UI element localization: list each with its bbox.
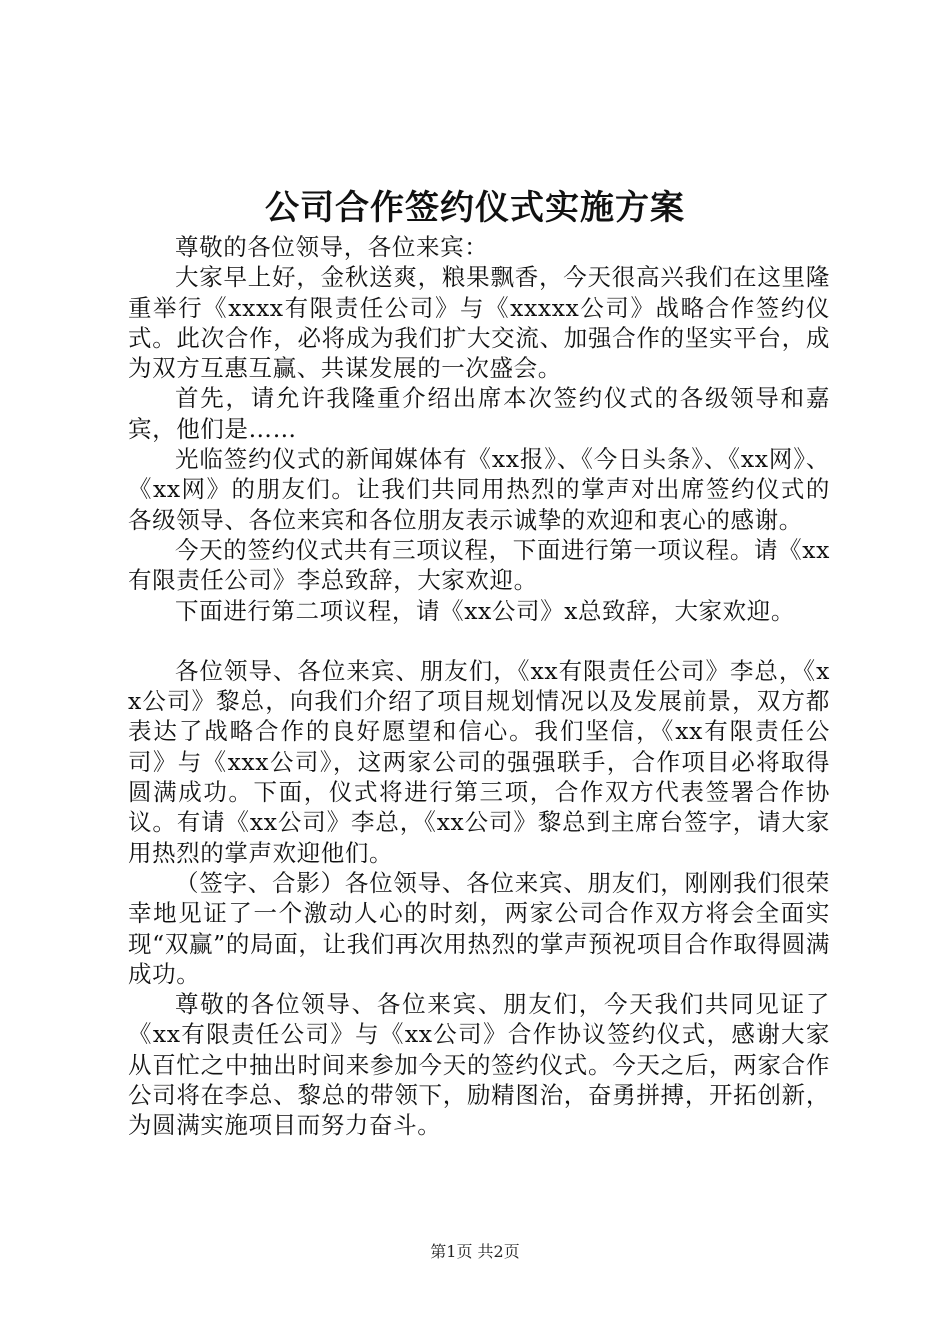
signing-paragraph: （签字、合影）各位领导、各位来宾、朋友们，刚刚我们很荣幸地见证了一个激动人心的时刻，两家公司合作双方将会全面实现“双赢”的局面，让我们再次用热烈的掌声预祝项目合作取得圆满成功。 — [128, 868, 830, 988]
greeting-paragraph: 尊敬的各位领导，各位来宾： — [175, 233, 489, 261]
opening-paragraph: 大家早上好，金秋送爽，粮果飘香，今天很高兴我们在这里隆重举行《xxxx有限责任公司》与《xxxxx公司》战略合作签约仪式。此次合作，必将成为我们扩大交流、加强合作的坚实平台，成为双方互惠互赢、共谋发展的一次盛会。 — [128, 263, 830, 383]
document-title: 公司合作签约仪式实施方案 — [265, 188, 685, 228]
guest-introduction-paragraph: 首先，请允许我隆重介绍出席本次签约仪式的各级领导和嘉宾，他们是…… — [128, 384, 830, 443]
paragraph-spacer — [128, 626, 830, 656]
document-body — [128, 232, 830, 1141]
agenda-item-three-paragraph: 各位领导、各位来宾、朋友们，《xx有限责任公司》李总，《xx公司》黎总，向我们介绍了项目规划情况以及发展前景，双方都表达了战略合作的良好愿望和信心。我们坚信，《xx有限责任公司》与《xxx公司》，这两家公司的强强联手，合作项目必将取得圆满成功。下面，仪式将进行第三项，合作双方代表签署合作协议。有请《xx公司》李总，《xx公司》黎总到主席台签字，请大家用热烈的掌声欢迎他们。 — [128, 656, 830, 867]
agenda-item-one-paragraph: 今天的签约仪式共有三项议程，下面进行第一项议程。请《xx有限责任公司》李总致辞，大家欢迎。 — [128, 535, 830, 595]
page-number-footer: 第1页 共2页 — [430, 1242, 520, 1261]
agenda-item-two-paragraph: 下面进行第二项议程，请《xx公司》x总致辞，大家欢迎。 — [175, 596, 795, 625]
closing-paragraph: 尊敬的各位领导、各位来宾、朋友们，今天我们共同见证了《xx有限责任公司》与《xx公司》合作协议签约仪式，感谢大家从百忙之中抽出时间来参加今天的签约仪式。今天之后，两家合作公司将在李总、黎总的带领下，励精图治，奋勇拼搏，开拓创新，为圆满实施项目而努力奋斗。 — [128, 990, 830, 1140]
media-welcome-paragraph: 光临签约仪式的新闻媒体有《xx报》、《今日头条》、《xx网》、《xx网》的朋友们。让我们共同用热烈的掌声对出席签约仪式的各级领导、各位来宾和各位朋友表示诚挚的欢迎和衷心的感谢。 — [128, 445, 830, 534]
